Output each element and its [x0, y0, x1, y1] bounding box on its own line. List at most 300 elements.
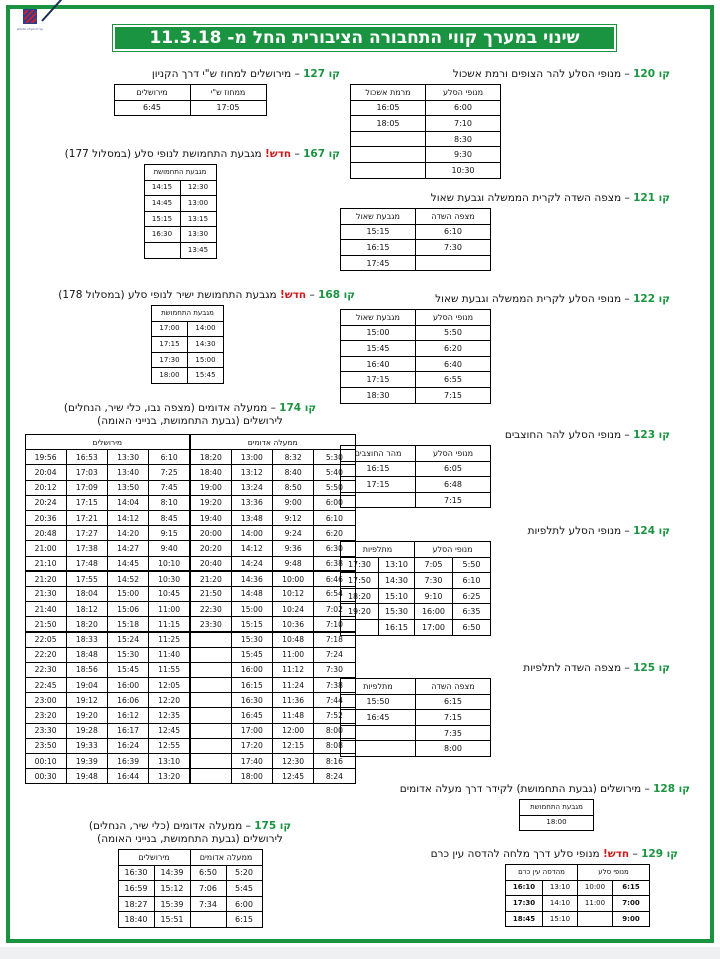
time-cell: 11:00 [578, 896, 613, 912]
route-number: קו 122 [633, 293, 670, 305]
time-cell: 7:06 [190, 881, 226, 897]
line-174-subtitle: לירושלים (גבעת התחמושת, בנייני האומה) [97, 415, 283, 427]
new-badge: חדש! [603, 848, 630, 860]
column-header: ממעלה אדומים [190, 435, 355, 450]
time-cell: 17:03 [66, 465, 107, 480]
time-cell: 7:45 [149, 480, 190, 495]
table-row [118, 881, 262, 897]
line-121-timetable [340, 208, 491, 271]
time-cell: 13:12 [231, 465, 272, 480]
time-cell: 12:20 [149, 693, 190, 708]
table-row [506, 896, 650, 912]
time-cell: 14:45 [144, 196, 180, 212]
time-cell: 6:35 [453, 604, 491, 620]
title-dash: – [291, 148, 304, 160]
time-cell: 8:50 [273, 480, 314, 495]
column-header: ממחוז ש"י [190, 85, 266, 101]
time-cell: 15:45 [108, 662, 149, 677]
table-row [341, 694, 491, 710]
table-row [25, 586, 355, 601]
time-cell: 19:12 [66, 693, 107, 708]
column-header: מגבעת התחמושת [144, 165, 216, 181]
time-cell: 5:50 [314, 480, 355, 495]
time-cell [190, 708, 231, 723]
route-description: – מצפה השדה לקרית הממשלה וגבעת שאול [430, 192, 634, 204]
time-cell: 13:30 [180, 227, 216, 243]
time-cell: 17:48 [66, 556, 107, 571]
time-cell: 14:30 [188, 337, 224, 353]
time-cell: 16:12 [108, 708, 149, 723]
time-cell: 15:10 [543, 911, 578, 927]
line-174-section [20, 402, 360, 784]
time-cell: 8:30 [426, 131, 501, 147]
time-cell: 11:00 [149, 602, 190, 617]
time-cell: 14:52 [108, 571, 149, 586]
column-header: מנופי הסלע [426, 85, 501, 101]
table-row [341, 240, 491, 256]
column-header: מצפה השדה [416, 209, 491, 225]
time-cell: 15:00 [108, 586, 149, 601]
time-cell: 18:40 [190, 465, 231, 480]
column-header: מהדסה עין כרם [506, 865, 578, 881]
time-cell: 7:34 [190, 896, 226, 912]
time-cell: 18:27 [118, 896, 154, 912]
column-header: מנופי סלע [578, 865, 650, 881]
line-121-section [340, 192, 670, 271]
time-cell: 9:40 [149, 541, 190, 556]
time-cell [190, 662, 231, 677]
time-cell: 18:56 [66, 662, 107, 677]
column-header: מירושלים [25, 435, 190, 450]
time-cell: 17:38 [66, 541, 107, 556]
time-cell: 16:30 [118, 865, 154, 881]
table-row [341, 492, 491, 508]
time-cell: 13:40 [108, 465, 149, 480]
time-cell: 8:08 [314, 738, 355, 753]
time-cell: 6:15 [613, 880, 650, 896]
route-description: – מנופי הסלע להר החוצבים [504, 429, 634, 441]
time-cell: 21:50 [190, 586, 231, 601]
time-cell: 8:24 [314, 769, 355, 784]
time-cell: 21:20 [25, 571, 66, 586]
time-cell [351, 147, 426, 163]
time-cell: 22:20 [25, 647, 66, 662]
time-cell: 8:45 [149, 510, 190, 525]
time-cell: 18:05 [351, 116, 426, 132]
new-badge: חדש! [265, 148, 292, 160]
time-cell: 23:00 [25, 693, 66, 708]
table-row [25, 662, 355, 677]
time-cell: 14:48 [231, 586, 272, 601]
time-cell: 6:38 [314, 556, 355, 571]
line-175-timetable [118, 849, 263, 928]
time-cell: 18:20 [190, 450, 231, 465]
time-cell: 9:36 [273, 541, 314, 556]
line-128-timetable [519, 799, 594, 831]
time-cell: 17:30 [341, 557, 379, 573]
time-cell: 15:50 [341, 694, 416, 710]
table-row [144, 227, 216, 243]
line-129-timetable [505, 864, 650, 927]
time-cell: 14:10 [543, 896, 578, 912]
line-125-section [340, 662, 670, 757]
time-cell: 18:12 [66, 602, 107, 617]
table-row [341, 477, 491, 493]
time-cell: 18:33 [66, 632, 107, 647]
time-cell: 20:20 [190, 541, 231, 556]
time-cell: 18:48 [66, 647, 107, 662]
time-cell: 13:45 [180, 242, 216, 258]
time-cell: 16:00 [231, 662, 272, 677]
time-cell: 16:45 [231, 708, 272, 723]
table-row [25, 495, 355, 510]
table-row [152, 368, 224, 384]
time-cell: 12:30 [273, 753, 314, 768]
time-cell: 8:32 [273, 450, 314, 465]
time-cell: 15:45 [231, 647, 272, 662]
line-123-timetable [340, 445, 491, 508]
table-row [152, 321, 224, 337]
time-cell: 18:04 [66, 586, 107, 601]
time-cell: 17:00 [152, 321, 188, 337]
line-127-section [40, 68, 340, 116]
line-120-title [350, 68, 670, 81]
time-cell: 16:00 [108, 678, 149, 693]
time-cell: 6:05 [416, 461, 491, 477]
table-row [520, 815, 594, 831]
table-row [114, 100, 266, 116]
table-row [144, 211, 216, 227]
time-cell: 21:30 [25, 586, 66, 601]
line-168-title [20, 289, 355, 302]
time-cell: 6:30 [314, 541, 355, 556]
time-cell: 18:00 [231, 769, 272, 784]
logo-emblem-icon [23, 9, 37, 24]
line-122-timetable [340, 309, 491, 404]
route-number: קו 168 [318, 289, 355, 301]
column-header: מרמת אשכול [351, 85, 426, 101]
time-cell: 19:20 [190, 495, 231, 510]
time-cell: 16:15 [379, 619, 415, 635]
line-120-section [350, 68, 670, 179]
time-cell: 10:10 [149, 556, 190, 571]
time-cell: 16:45 [341, 710, 416, 726]
line-124-title [340, 525, 670, 538]
line-174-title [20, 402, 360, 415]
time-cell: 5:40 [314, 465, 355, 480]
route-description: מגבעת התחמושת לנופי סלע (במסלול 177) [64, 148, 265, 160]
time-cell: 14:30 [379, 573, 415, 589]
time-cell: 6:15 [416, 694, 491, 710]
line-121-title [340, 192, 670, 205]
line-167-title [20, 148, 340, 161]
table-row [25, 738, 355, 753]
time-cell: 12:45 [273, 769, 314, 784]
column-header: מנופי הסלע [416, 446, 491, 462]
table-row [25, 647, 355, 662]
time-cell: 12:15 [273, 738, 314, 753]
column-header: ממעלה אדומים [190, 850, 262, 866]
time-cell: 17:15 [341, 477, 416, 493]
line-122-title [340, 293, 670, 306]
time-cell: 16:10 [506, 880, 543, 896]
time-cell: 16:30 [144, 227, 180, 243]
time-cell: 6:00 [426, 100, 501, 116]
time-cell: 18:00 [152, 368, 188, 384]
route-description: – מצפה השדה לתלפיות [523, 662, 634, 674]
time-cell: 9:30 [426, 147, 501, 163]
time-cell: 17:50 [341, 573, 379, 589]
time-cell: 11:12 [273, 662, 314, 677]
route-number: קו 128 [653, 783, 690, 795]
time-cell: 15:15 [144, 211, 180, 227]
table-row [152, 337, 224, 353]
time-cell: 12:05 [149, 678, 190, 693]
time-cell: 22:05 [25, 632, 66, 647]
time-cell: 17:27 [66, 526, 107, 541]
column-header: מגבעת התחמושת [520, 800, 594, 816]
time-cell: 17:15 [152, 337, 188, 353]
time-cell: 8:00 [314, 723, 355, 738]
table-row [351, 147, 501, 163]
time-cell: 21:50 [25, 617, 66, 632]
time-cell: 6:20 [314, 526, 355, 541]
line-128-title [350, 783, 690, 796]
time-cell: 10:24 [273, 602, 314, 617]
time-cell: 14:12 [108, 510, 149, 525]
line-128-section [350, 783, 690, 831]
table-row [341, 255, 491, 271]
table-row [351, 131, 501, 147]
time-cell: 19:39 [66, 753, 107, 768]
time-cell: 15:00 [231, 602, 272, 617]
time-cell: 15:15 [231, 617, 272, 632]
time-cell: 15:10 [379, 588, 415, 604]
time-cell: 15:00 [188, 352, 224, 368]
time-cell: 11:36 [273, 693, 314, 708]
page-title: שינוי במערך קווי התחבורה הציבורית החל מ- 11.3.18 [113, 25, 616, 51]
time-cell: 11:00 [273, 647, 314, 662]
time-cell: 5:20 [226, 865, 262, 881]
table-row [341, 573, 491, 589]
time-cell: 17:09 [66, 480, 107, 495]
time-cell: 10:48 [273, 632, 314, 647]
time-cell: 9:00 [613, 911, 650, 927]
time-cell [190, 647, 231, 662]
time-cell: 21:40 [25, 602, 66, 617]
time-cell: 5:45 [226, 881, 262, 897]
table-row [341, 710, 491, 726]
time-cell: 00:10 [25, 753, 66, 768]
time-cell: 12:45 [149, 723, 190, 738]
table-row [118, 865, 262, 881]
time-cell: 19:00 [190, 480, 231, 495]
route-description: – ממעלה אדומים (כלי שיר, הנחלים) [88, 820, 255, 832]
time-cell: 9:00 [273, 495, 314, 510]
table-row [25, 480, 355, 495]
time-cell: 11:15 [149, 617, 190, 632]
time-cell [190, 912, 226, 928]
time-cell: 21:10 [25, 556, 66, 571]
time-cell: 15:15 [341, 224, 416, 240]
column-header: מגבעת התחמושת [152, 306, 224, 322]
time-cell: 21:00 [25, 541, 66, 556]
table-row [341, 325, 491, 341]
time-cell: 15:30 [231, 632, 272, 647]
line-175-subtitle: לירושלים (גבעת התחמושת, בנייני האומה) [97, 833, 283, 845]
time-cell: 14:00 [188, 321, 224, 337]
line-129-title [348, 848, 678, 861]
time-cell: 22:45 [25, 678, 66, 693]
time-cell: 5:30 [314, 450, 355, 465]
time-cell: 7:25 [149, 465, 190, 480]
table-row [341, 588, 491, 604]
time-cell: 17:55 [66, 571, 107, 586]
line-123-title [340, 429, 670, 442]
time-cell: 7:15 [416, 492, 491, 508]
time-cell: 14:04 [108, 495, 149, 510]
time-cell: 13:24 [231, 480, 272, 495]
time-cell: 6:25 [453, 588, 491, 604]
time-cell: 11:25 [149, 632, 190, 647]
column-header: מצפה השדה [416, 679, 491, 695]
time-cell: 15:45 [188, 368, 224, 384]
table-row [506, 911, 650, 927]
time-cell: 19:04 [66, 678, 107, 693]
time-cell: 8:16 [314, 753, 355, 768]
column-header: מהר החוצבים [341, 446, 416, 462]
line-168-section [20, 289, 355, 384]
time-cell: 18:20 [66, 617, 107, 632]
column-header: מגבעת שאול [341, 209, 416, 225]
route-number: קו 120 [633, 68, 670, 80]
time-cell: 9:10 [415, 588, 453, 604]
time-cell [190, 738, 231, 753]
line-125-title [340, 662, 670, 675]
line-174-timetable [25, 434, 356, 784]
time-cell: 11:40 [149, 647, 190, 662]
time-cell: 7:30 [415, 573, 453, 589]
page-bottom-strip [0, 947, 720, 959]
time-cell [190, 769, 231, 784]
column-header: מנופי הסלע [415, 542, 491, 558]
time-cell: 6:10 [314, 510, 355, 525]
time-cell: 6:15 [226, 912, 262, 928]
table-row [25, 465, 355, 480]
time-cell [190, 723, 231, 738]
time-cell: 19:40 [190, 510, 231, 525]
time-cell: 17:30 [152, 352, 188, 368]
time-cell: 10:12 [273, 586, 314, 601]
time-cell: 16:40 [341, 356, 416, 372]
table-row [25, 571, 355, 586]
time-cell: 18:30 [341, 387, 416, 403]
time-cell [351, 131, 426, 147]
route-number: קו 174 [279, 402, 317, 414]
municipality-logo [13, 9, 47, 35]
time-cell: 6:50 [190, 865, 226, 881]
time-cell: 13:48 [231, 510, 272, 525]
time-cell: 14:12 [231, 541, 272, 556]
time-cell [416, 255, 491, 271]
time-cell: 6:48 [416, 477, 491, 493]
time-cell: 20:48 [25, 526, 66, 541]
line-175-section [20, 820, 360, 928]
table-row [25, 708, 355, 723]
route-description: – מירושלים למחוז ש"י דרך הקניון [151, 68, 304, 80]
time-cell: 16:05 [351, 100, 426, 116]
table-row [25, 450, 355, 465]
time-cell: 16:24 [108, 738, 149, 753]
time-cell: 10:00 [578, 880, 613, 896]
time-cell: 16:00 [415, 604, 453, 620]
table-row [341, 341, 491, 357]
time-cell: 16:06 [108, 693, 149, 708]
time-cell: 6:10 [149, 450, 190, 465]
route-number: קו 167 [303, 148, 340, 160]
column-header: מנופי הסלע [416, 310, 491, 326]
time-cell: 22:30 [25, 662, 66, 677]
title-dash: – [629, 848, 642, 860]
time-cell: 17:40 [231, 753, 272, 768]
time-cell: 20:24 [25, 495, 66, 510]
time-cell: 7:05 [415, 557, 453, 573]
time-cell: 17:15 [341, 372, 416, 388]
line-129-section [348, 848, 678, 927]
time-cell: 17:15 [66, 495, 107, 510]
time-cell: 20:40 [190, 556, 231, 571]
time-cell: 15:12 [154, 881, 190, 897]
time-cell: 6:10 [453, 573, 491, 589]
time-cell: 14:27 [108, 541, 149, 556]
table-row [341, 224, 491, 240]
time-cell: 7:38 [314, 678, 355, 693]
time-cell: 15:30 [108, 647, 149, 662]
time-cell: 13:10 [543, 880, 578, 896]
line-125-timetable [340, 678, 491, 757]
table-row [25, 769, 355, 784]
table-row [25, 617, 355, 632]
line-123-section [340, 429, 670, 508]
line-168-timetable [151, 305, 224, 384]
time-cell: 16:17 [108, 723, 149, 738]
line-120-timetable [350, 84, 501, 179]
time-cell: 17:05 [190, 100, 266, 116]
time-cell [351, 162, 426, 178]
time-cell: 6:00 [314, 495, 355, 510]
time-cell: 13:10 [149, 753, 190, 768]
table-row [144, 180, 216, 196]
table-row [118, 896, 262, 912]
time-cell: 13:20 [149, 769, 190, 784]
time-cell: 7:35 [416, 725, 491, 741]
time-cell: 5:50 [416, 325, 491, 341]
time-cell: 11:55 [149, 662, 190, 677]
table-row [351, 100, 501, 116]
time-cell: 16:39 [108, 753, 149, 768]
route-number: קו 124 [633, 525, 670, 537]
time-cell: 23:50 [25, 738, 66, 753]
route-description: מגבעת התחמושת ישיר לנופי סלע (במסלול 178) [58, 289, 280, 301]
line-122-section [340, 293, 670, 404]
route-number: קו 121 [633, 192, 670, 204]
logo-caption: עיריית מעלה אדומים [16, 27, 44, 31]
table-row [25, 723, 355, 738]
table-row [351, 162, 501, 178]
time-cell: 9:12 [273, 510, 314, 525]
time-cell: 12:30 [180, 180, 216, 196]
time-cell: 18:45 [506, 911, 543, 927]
